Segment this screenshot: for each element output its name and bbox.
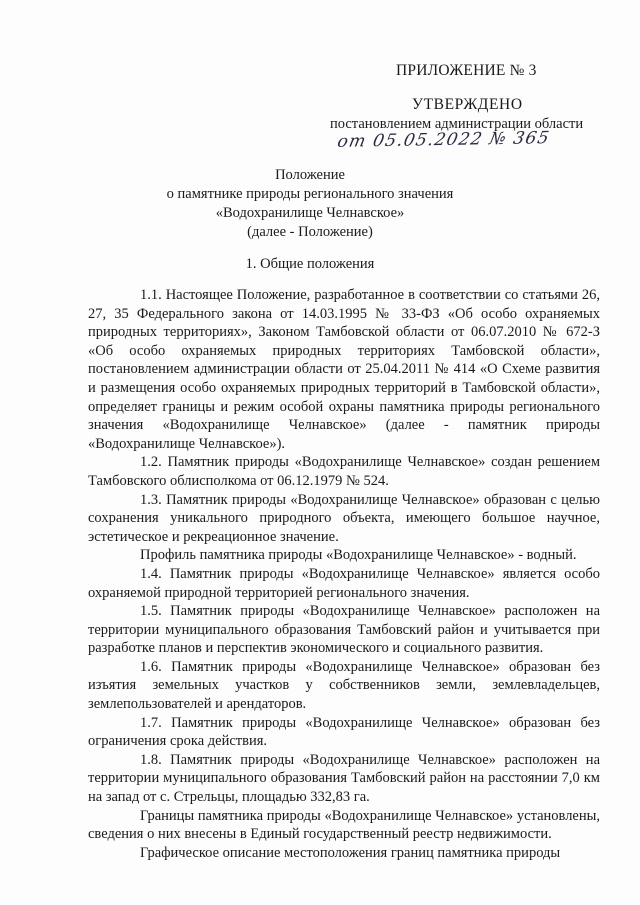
paragraph-1-1: 1.1. Настоящее Положение, разработанное в соответствии со статьями 26, 27, 35 Федерального закона от 14.03.1995 № 33-ФЗ «Об особо охраняемых природных территориях», Законом Тамбовской области от 06.07.2010 № 672-З «Об особо охраняемых природных территориях Тамбовской области», постановлением администрации области от 25.04.2011 № 414 «О Схеме развития и размещения особо охраняемых природных территорий в Тамбовской области», определяет границы и режим особой охраны памятника природы регионального значения «Водохранилище Челнавское» (далее - памятник природы «Водохранилище Челнавское»). (88, 287, 600, 452)
document-body (88, 286, 600, 862)
title-line-4: (далее - Положение) (247, 224, 373, 240)
paragraph-boundaries: Границы памятника природы «Водохранилище Челнавское» установлены, сведения о них внесены в Единый государственный реестр недвижимости. (88, 807, 600, 843)
paragraph-graphic-description: Графическое описание местоположения границ памятника природы (140, 844, 561, 861)
title-line-2: о памятнике природы регионального значения (166, 186, 454, 202)
paragraph-1-8: 1.8. Памятник природы «Водохранилище Челнавское» расположен на территории муниципального образования Тамбовский район на расстоянии 7,0 км на запад от с. Стрельцы, площадью 332,83 га. (88, 751, 600, 806)
paragraph-1-7: 1.7. Памятник природы «Водохранилище Челнавское» образован без ограничения срока действия. (88, 714, 600, 750)
appendix-label: ПРИЛОЖЕНИЕ № 3 (396, 62, 537, 79)
approved-label: УТВЕРЖДЕНО (412, 96, 523, 113)
document-title (150, 166, 470, 242)
paragraph-1-4: 1.4. Памятник природы «Водохранилище Челнавское» является особо охраняемой природной территорией регионального значения. (88, 565, 600, 601)
paragraph-1-5: 1.5. Памятник природы «Водохранилище Челнавское» расположен на территории муниципального образования Тамбовский район и учитывается при разработке планов и перспектив экономического и социального развития. (88, 603, 600, 657)
section-heading: 1. Общие положения (245, 256, 375, 272)
paragraph-1-3: 1.3. Памятник природы «Водохранилище Челнавское» образован с целью сохранения уникального природного объекта, имеющего большое научное, эстетическое и рекреационное значение. (88, 491, 600, 545)
title-line-1: Положение (275, 167, 345, 183)
handwritten-date-number: от 05.05.2022 № 365 (335, 128, 552, 152)
approved-by-text: постановлением администрации области (330, 116, 584, 132)
paragraph-profile: Профиль памятника природы «Водохранилище Челнавское» - водный. (140, 547, 577, 564)
title-line-3: «Водохранилище Челнавское» (215, 205, 405, 221)
paragraph-1-2: 1.2. Памятник природы «Водохранилище Челнавское» создан решением Тамбовского облисполкома от 06.12.1979 № 524. (88, 454, 600, 489)
paragraph-1-6: 1.6. Памятник природы «Водохранилище Челнавское» образован без изъятия земельных участков у собственников земли, землевладельцев, землепользователей и арендаторов. (88, 658, 600, 713)
